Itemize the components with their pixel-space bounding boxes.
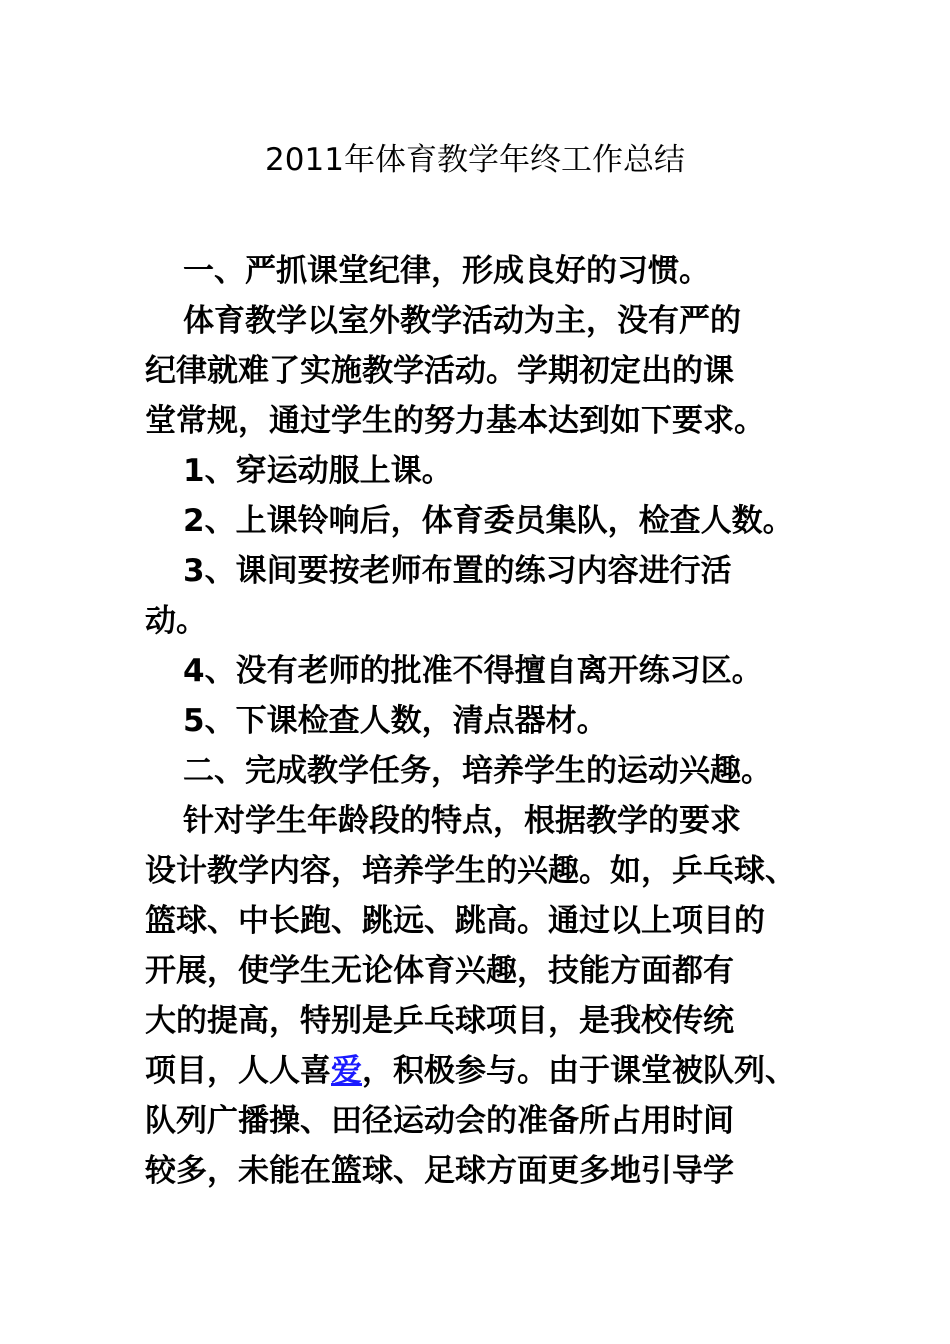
paragraph-line-with-link xyxy=(145,1046,805,1096)
list-item-4: 4、没有老师的批准不得擅自离开练习区。 xyxy=(183,653,763,689)
paragraph-line: 体育教学以室外教学活动为主，没有严的 xyxy=(183,303,741,339)
paragraph-line: 较多，未能在篮球、足球方面更多地引导学 xyxy=(145,1153,734,1189)
section-heading-2: 二、完成教学任务，培养学生的运动兴趣。 xyxy=(183,753,772,789)
paragraph-line: 队列广播操、田径运动会的准备所占用时间 xyxy=(145,1103,734,1139)
list-item-3-continued: 动。 xyxy=(145,603,207,639)
paragraph-line: 设计教学内容，培养学生的兴趣。如，乒乓球、 xyxy=(145,853,796,889)
paragraph-line: 针对学生年龄段的特点，根据教学的要求 xyxy=(183,803,741,839)
list-item-2: 2、上课铃响后，体育委员集队，检查人数。 xyxy=(183,503,794,539)
list-item-5: 5、下课检查人数，清点器材。 xyxy=(183,703,608,739)
paragraph-line: 篮球、中长跑、跳远、跳高。通过以上项目的 xyxy=(145,903,765,939)
inline-link[interactable]: 爱 xyxy=(331,1053,362,1089)
line-text-before-link: 项目，人人喜 xyxy=(145,1053,331,1089)
paragraph-line: 纪律就难了实施教学活动。学期初定出的课 xyxy=(145,353,734,389)
paragraph-line: 开展，使学生无论体育兴趣，技能方面都有 xyxy=(145,953,734,989)
document-body xyxy=(145,246,805,1196)
paragraph-line: 大的提高，特别是乒乓球项目，是我校传统 xyxy=(145,1003,734,1039)
list-item-3: 3、课间要按老师布置的练习内容进行活 xyxy=(183,553,732,589)
paragraph-line: 堂常规，通过学生的努力基本达到如下要求。 xyxy=(145,403,765,439)
section-heading-1: 一、严抓课堂纪律，形成良好的习惯。 xyxy=(183,253,710,289)
line-text-after-link: ，积极参与。由于课堂被队列、 xyxy=(362,1053,796,1089)
document-title: 2011年体育教学年终工作总结 xyxy=(265,142,685,178)
list-item-1: 1、穿运动服上课。 xyxy=(183,453,453,489)
